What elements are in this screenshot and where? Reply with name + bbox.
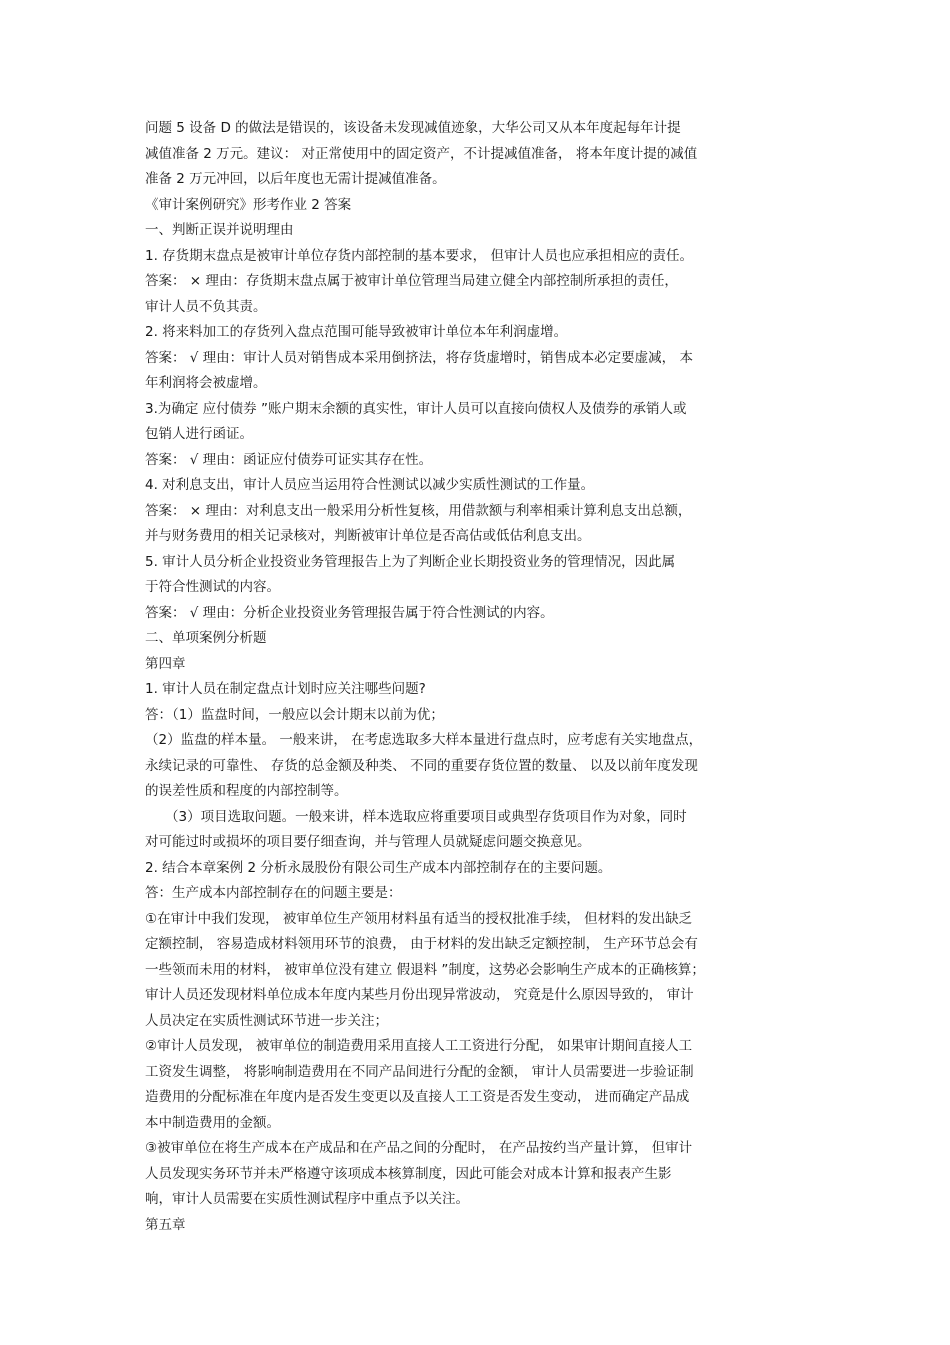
answer-line: 答案： √ 理由：审计人员对销售成本采用倒挤法，将存货虚增时，销售成本必定要虚减， 本 bbox=[145, 349, 693, 366]
answer-line: 造费用的分配标准在年度内是否发生变更以及直接人工工资是否发生变动， 进而确定产品成 bbox=[145, 1089, 690, 1105]
question-line: 1. 审计人员在制定盘点计划时应关注哪些问题? bbox=[145, 681, 426, 697]
text-line: 问题 5 设备 D 的做法是错误的，该设备未发现减值迹象，大华公司又从本年度起每年计提 bbox=[145, 120, 681, 136]
document-body bbox=[145, 116, 815, 1238]
question-line: 包销人进行函证。 bbox=[145, 426, 253, 442]
answer-line: 审计人员还发现材料单位成本年度内某些月份出现异常波动， 究竟是什么原因导致的， 审计 bbox=[145, 987, 694, 1003]
answer-line: 的误差性质和程度的内部控制等。 bbox=[145, 783, 348, 799]
chapter-heading: 第四章 bbox=[145, 655, 186, 672]
answer-line: 答案： √ 理由：分析企业投资业务管理报告属于符合性测试的内容。 bbox=[145, 604, 554, 621]
answer-line: 年利润将会被虚增。 bbox=[145, 375, 267, 391]
answer-line: 人员发现实务环节并未严格遵守该项成本核算制度，因此可能会对成本计算和报表产生影 bbox=[145, 1165, 672, 1182]
question-line: 于符合性测试的内容。 bbox=[145, 579, 280, 595]
question-line: 4. 对利息支出，审计人员应当运用符合性测试以减少实质性测试的工作量。 bbox=[145, 477, 595, 493]
question-line: 5. 审计人员分析企业投资业务管理报告上为了判断企业长期投资业务的管理情况，因此属 bbox=[145, 553, 676, 570]
answer-line: 答：（1）监盘时间，一般应以会计期末以前为优； bbox=[145, 706, 444, 723]
answer-line: 响，审计人员需要在实质性测试程序中重点予以关注。 bbox=[145, 1191, 469, 1207]
question-line: 2. 将来料加工的存货列入盘点范围可能导致被审计单位本年利润虚增。 bbox=[145, 324, 568, 340]
answer-line: （2）监盘的样本量。 一般来讲， 在考虑选取多大样本量进行盘点时，应考虑有关实地盘点， bbox=[145, 732, 703, 748]
answer-line: 永续记录的可靠性、 存货的总金额及种类、 不同的重要存货位置的数量、 以及以前年度发现 bbox=[145, 757, 698, 774]
answer-line: 答案： × 理由：存货期末盘点属于被审计单位管理当局建立健全内部控制所承担的责任， bbox=[145, 273, 678, 289]
answer-line: 审计人员不负其责。 bbox=[145, 298, 267, 315]
answer-line: 对可能过时或损坏的项目要仔细查询，并与管理人员就疑虑问题交换意见。 bbox=[145, 834, 591, 850]
answer-line: 定额控制， 容易造成材料领用环节的浪费， 由于材料的发出缺乏定额控制， 生产环节总会有 bbox=[145, 936, 698, 952]
answer-line: 并与财务费用的相关记录核对，判断被审计单位是否高估或低估利息支出。 bbox=[145, 528, 591, 544]
text-line: 减值准备 2 万元。建议： 对正常使用中的固定资产，不计提减值准备， 将本年度计提的减值 bbox=[145, 145, 698, 162]
question-line: 2. 结合本章案例 2 分析永晟股份有限公司生产成本内部控制存在的主要问题。 bbox=[145, 859, 612, 876]
answer-line: 答案： × 理由：对利息支出一般采用分析性复核，用借款额与利率相乘计算利息支出总额， bbox=[145, 502, 692, 519]
answer-line: 本中制造费用的金额。 bbox=[145, 1114, 280, 1131]
chapter-heading: 第五章 bbox=[145, 1216, 186, 1233]
answer-line: （3）项目选取问题。一般来讲，样本选取应将重要项目或典型存货项目作为对象，同时 bbox=[165, 808, 687, 825]
answer-line: 答：生产成本内部控制存在的问题主要是： bbox=[145, 885, 402, 901]
text-line: 准备 2 万元冲回，以后年度也无需计提减值准备。 bbox=[145, 171, 446, 187]
section-heading: 二、单项案例分析题 bbox=[145, 630, 267, 646]
section-title: 《审计案例研究》形考作业 2 答案 bbox=[145, 196, 352, 213]
answer-line: ①在审计中我们发现， 被审单位生产领用材料虽有适当的授权批准手续， 但材料的发出缺乏 bbox=[145, 910, 693, 927]
question-line: 1. 存货期末盘点是被审计单位存货内部控制的基本要求， 但审计人员也应承担相应的责任。 bbox=[145, 247, 693, 264]
answer-line: 一些领而未用的材料， 被审单位没有建立 假退料 ”制度，这势必会影响生产成本的正确核算； bbox=[145, 961, 705, 978]
answer-line: 答案： √ 理由：函证应付债券可证实其存在性。 bbox=[145, 451, 433, 468]
section-heading: 一、判断正误并说明理由 bbox=[145, 222, 294, 238]
answer-line: 人员决定在实质性测试环节进一步关注； bbox=[145, 1012, 388, 1029]
answer-line: ③被审单位在将生产成本在产成品和在产品之间的分配时， 在产品按约当产量计算， 但审计 bbox=[145, 1140, 693, 1156]
answer-line: ②审计人员发现， 被审单位的制造费用采用直接人工工资进行分配， 如果审计期间直接人工 bbox=[145, 1038, 693, 1054]
question-line: 3.为确定 应付债券 ”账户期末余额的真实性，审计人员可以直接向债权人及债券的承销人或 bbox=[145, 400, 687, 417]
answer-line: 工资发生调整， 将影响制造费用在不同产品间进行分配的金额， 审计人员需要进一步验证制 bbox=[145, 1063, 694, 1080]
